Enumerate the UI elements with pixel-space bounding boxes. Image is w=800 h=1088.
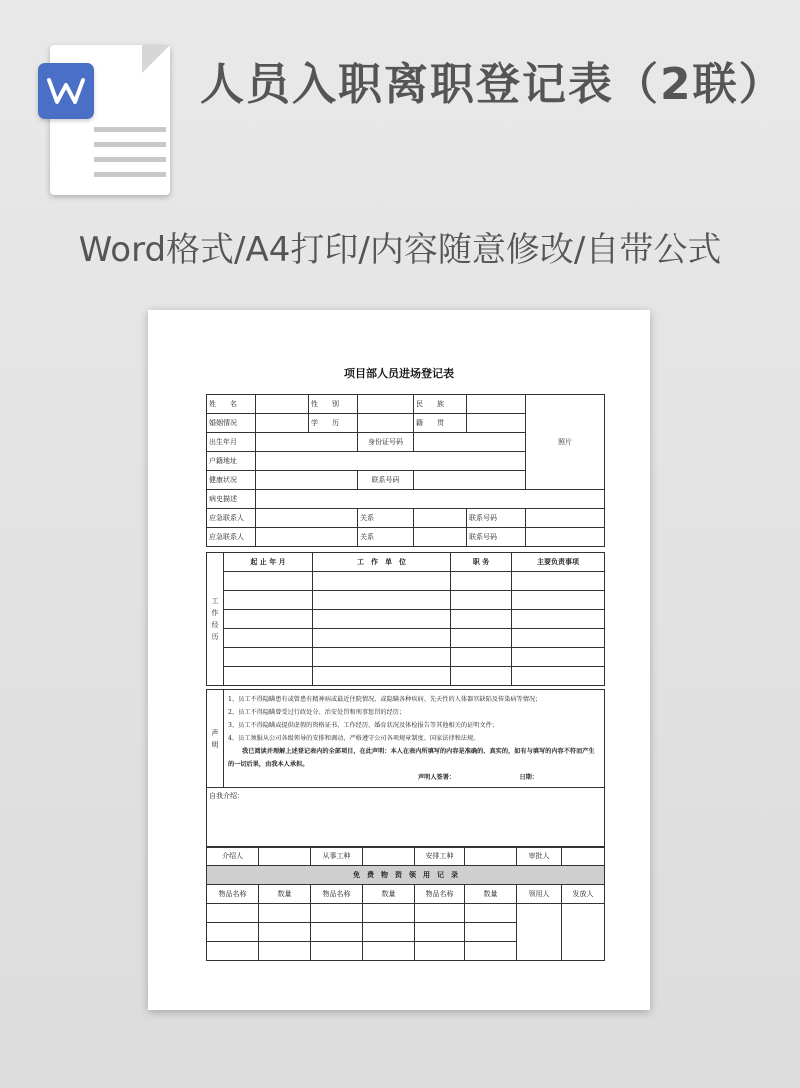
label-id-number: 身份证号码 xyxy=(358,433,414,452)
supplies-cell[interactable] xyxy=(465,904,517,923)
label-name: 姓 名 xyxy=(207,395,256,414)
work-cell[interactable] xyxy=(313,667,451,686)
work-cell[interactable] xyxy=(451,648,512,667)
label-ethnicity: 民 族 xyxy=(414,395,467,414)
field-job[interactable] xyxy=(363,847,415,866)
declaration-label: 声明 xyxy=(207,690,224,788)
supplies-cell[interactable] xyxy=(465,923,517,942)
field-relation[interactable] xyxy=(414,509,467,528)
supplies-header: 数量 xyxy=(465,885,517,904)
label-health: 健康状况 xyxy=(207,471,256,490)
label-hukou: 户籍地址 xyxy=(207,452,256,471)
field-gender[interactable] xyxy=(358,395,414,414)
label-education: 学 历 xyxy=(309,414,358,433)
declaration-text xyxy=(224,690,605,788)
recipient-field[interactable] xyxy=(517,904,562,961)
photo-box[interactable]: 照片 xyxy=(526,395,605,490)
label-origin: 籍 贯 xyxy=(414,414,467,433)
personal-info-table xyxy=(206,394,605,547)
supplies-cell[interactable] xyxy=(259,942,311,961)
label-gender: 性 别 xyxy=(309,395,358,414)
supplies-header: 物品名称 xyxy=(415,885,465,904)
supplies-cell[interactable] xyxy=(363,923,415,942)
supplies-cell[interactable] xyxy=(465,942,517,961)
field-illness[interactable] xyxy=(256,490,605,509)
self-intro-field[interactable] xyxy=(207,788,605,848)
work-cell[interactable] xyxy=(512,591,605,610)
word-logo-icon xyxy=(38,63,94,119)
table-row xyxy=(207,904,605,923)
work-cell[interactable] xyxy=(451,667,512,686)
work-cell[interactable] xyxy=(313,648,451,667)
supplies-header: 领用人 xyxy=(517,885,562,904)
self-intro-label: 自我介绍： xyxy=(209,792,244,800)
declaration-statement: 我已阅读并理解上述登记表内的全部项目，在此声明：本人在表内所填写的内容是准确的、真实的，如有与填写的内容不符而产生的一切后果，由我本人承担。 xyxy=(228,748,595,768)
field-emergency-phone[interactable] xyxy=(526,509,605,528)
work-cell[interactable] xyxy=(451,629,512,648)
supplies-cell[interactable] xyxy=(415,923,465,942)
work-cell[interactable] xyxy=(224,629,313,648)
page-subtitle: Word格式/A4打印/内容随意修改/自带公式 xyxy=(78,230,722,270)
label-reviewer: 审批人 xyxy=(517,847,562,866)
field-origin[interactable] xyxy=(467,414,526,433)
table-row xyxy=(207,667,605,686)
supplies-cell[interactable] xyxy=(363,942,415,961)
work-cell[interactable] xyxy=(224,667,313,686)
work-cell[interactable] xyxy=(224,591,313,610)
supplies-cell[interactable] xyxy=(207,904,259,923)
work-cell[interactable] xyxy=(224,648,313,667)
supplies-cell[interactable] xyxy=(259,904,311,923)
supplies-cell[interactable] xyxy=(259,923,311,942)
work-experience-table xyxy=(206,552,605,686)
supplies-cell[interactable] xyxy=(311,942,363,961)
supplies-header: 数量 xyxy=(259,885,311,904)
label-emergency-contact: 应急联系人 xyxy=(207,509,256,528)
declaration-item: 4、员工须服从公司各级领导的安排和调动，严格遵守公司各项规章制度、国家法律和法规。 xyxy=(228,735,480,742)
label-arranged-job: 安排工种 xyxy=(415,847,465,866)
field-health[interactable] xyxy=(256,471,358,490)
supplies-title: 免 费 物 资 领 用 记 录 xyxy=(207,866,605,885)
label-emergency-phone-2: 联系号码 xyxy=(467,528,526,547)
supplies-cell[interactable] xyxy=(207,942,259,961)
form-title: 项目部人员进场登记表 xyxy=(344,367,454,380)
work-cell[interactable] xyxy=(313,591,451,610)
supplies-cell[interactable] xyxy=(415,942,465,961)
work-cell[interactable] xyxy=(512,610,605,629)
work-cell[interactable] xyxy=(224,572,313,591)
declaration-table xyxy=(206,689,605,848)
supplies-table xyxy=(206,846,605,961)
field-id-number[interactable] xyxy=(414,433,526,452)
label-introducer: 介绍人 xyxy=(207,847,259,866)
work-cell[interactable] xyxy=(512,572,605,591)
word-document-icon xyxy=(38,45,173,195)
field-relation-2[interactable] xyxy=(414,528,467,547)
field-hukou[interactable] xyxy=(256,452,526,471)
work-cell[interactable] xyxy=(451,610,512,629)
supplies-cell[interactable] xyxy=(415,904,465,923)
field-emergency-phone-2[interactable] xyxy=(526,528,605,547)
label-job: 从事工种 xyxy=(311,847,363,866)
label-birth: 出生年月 xyxy=(207,433,256,452)
issuer-field[interactable] xyxy=(562,904,605,961)
field-phone[interactable] xyxy=(414,471,526,490)
label-emergency-phone: 联系号码 xyxy=(467,509,526,528)
field-emergency-contact[interactable] xyxy=(256,509,358,528)
supplies-cell[interactable] xyxy=(311,923,363,942)
field-arranged-job[interactable] xyxy=(465,847,517,866)
field-education[interactable] xyxy=(358,414,414,433)
field-reviewer[interactable] xyxy=(562,847,605,866)
label-phone: 联系号码 xyxy=(358,471,414,490)
supplies-cell[interactable] xyxy=(363,904,415,923)
work-cell[interactable] xyxy=(313,572,451,591)
work-experience-label: 工作经历 xyxy=(207,553,224,686)
declaration-item: 3、员工不得隐瞒或提供虚假的资格证书、工作经历、婚育状况及体检报告等其他相关的证明文件； xyxy=(228,722,498,729)
label-relation-2: 关系 xyxy=(358,528,414,547)
work-cell[interactable] xyxy=(224,610,313,629)
field-introducer[interactable] xyxy=(259,847,311,866)
field-birth[interactable] xyxy=(256,433,358,452)
work-cell[interactable] xyxy=(451,572,512,591)
declaration-item: 1、员工不得隐瞒患有或曾患有精神病或最近住院情况、或隐瞒各种疾病、先天性的人体器官缺陷及传染病等情况； xyxy=(228,696,542,703)
table-row xyxy=(207,572,605,591)
work-cell[interactable] xyxy=(512,667,605,686)
supplies-header: 数量 xyxy=(363,885,415,904)
page-title: 人员入职离职登记表（2联） xyxy=(200,59,785,110)
table-row xyxy=(207,648,605,667)
declaration-item: 2、员工不得隐瞒曾受过行政处分、治安处罚和刑事惩罚的经历； xyxy=(228,709,406,716)
table-row xyxy=(207,610,605,629)
work-cell[interactable] xyxy=(512,629,605,648)
field-name[interactable] xyxy=(256,395,309,414)
work-header-period: 起 止 年 月 xyxy=(224,553,313,572)
label-marital: 婚姻情况 xyxy=(207,414,256,433)
supplies-cell[interactable] xyxy=(207,923,259,942)
field-emergency-contact-2[interactable] xyxy=(256,528,358,547)
label-emergency-contact-2: 应急联系人 xyxy=(207,528,256,547)
work-cell[interactable] xyxy=(313,610,451,629)
work-header-company: 工 作 单 位 xyxy=(313,553,451,572)
date-label: 日期： xyxy=(519,774,538,781)
work-cell[interactable] xyxy=(451,591,512,610)
field-marital[interactable] xyxy=(256,414,309,433)
work-cell[interactable] xyxy=(313,629,451,648)
table-row xyxy=(207,629,605,648)
field-ethnicity[interactable] xyxy=(467,395,526,414)
signature-label: 声明人签署： xyxy=(418,774,456,781)
label-relation: 关系 xyxy=(358,509,414,528)
work-cell[interactable] xyxy=(512,648,605,667)
work-header-position: 职 务 xyxy=(451,553,512,572)
supplies-cell[interactable] xyxy=(311,904,363,923)
table-row xyxy=(207,591,605,610)
supplies-header: 发放人 xyxy=(562,885,605,904)
supplies-header: 物品名称 xyxy=(207,885,259,904)
label-illness: 病史描述 xyxy=(207,490,256,509)
work-header-duties: 主要负责事项 xyxy=(512,553,605,572)
form-preview-sheet xyxy=(148,310,650,1010)
supplies-header: 物品名称 xyxy=(311,885,363,904)
